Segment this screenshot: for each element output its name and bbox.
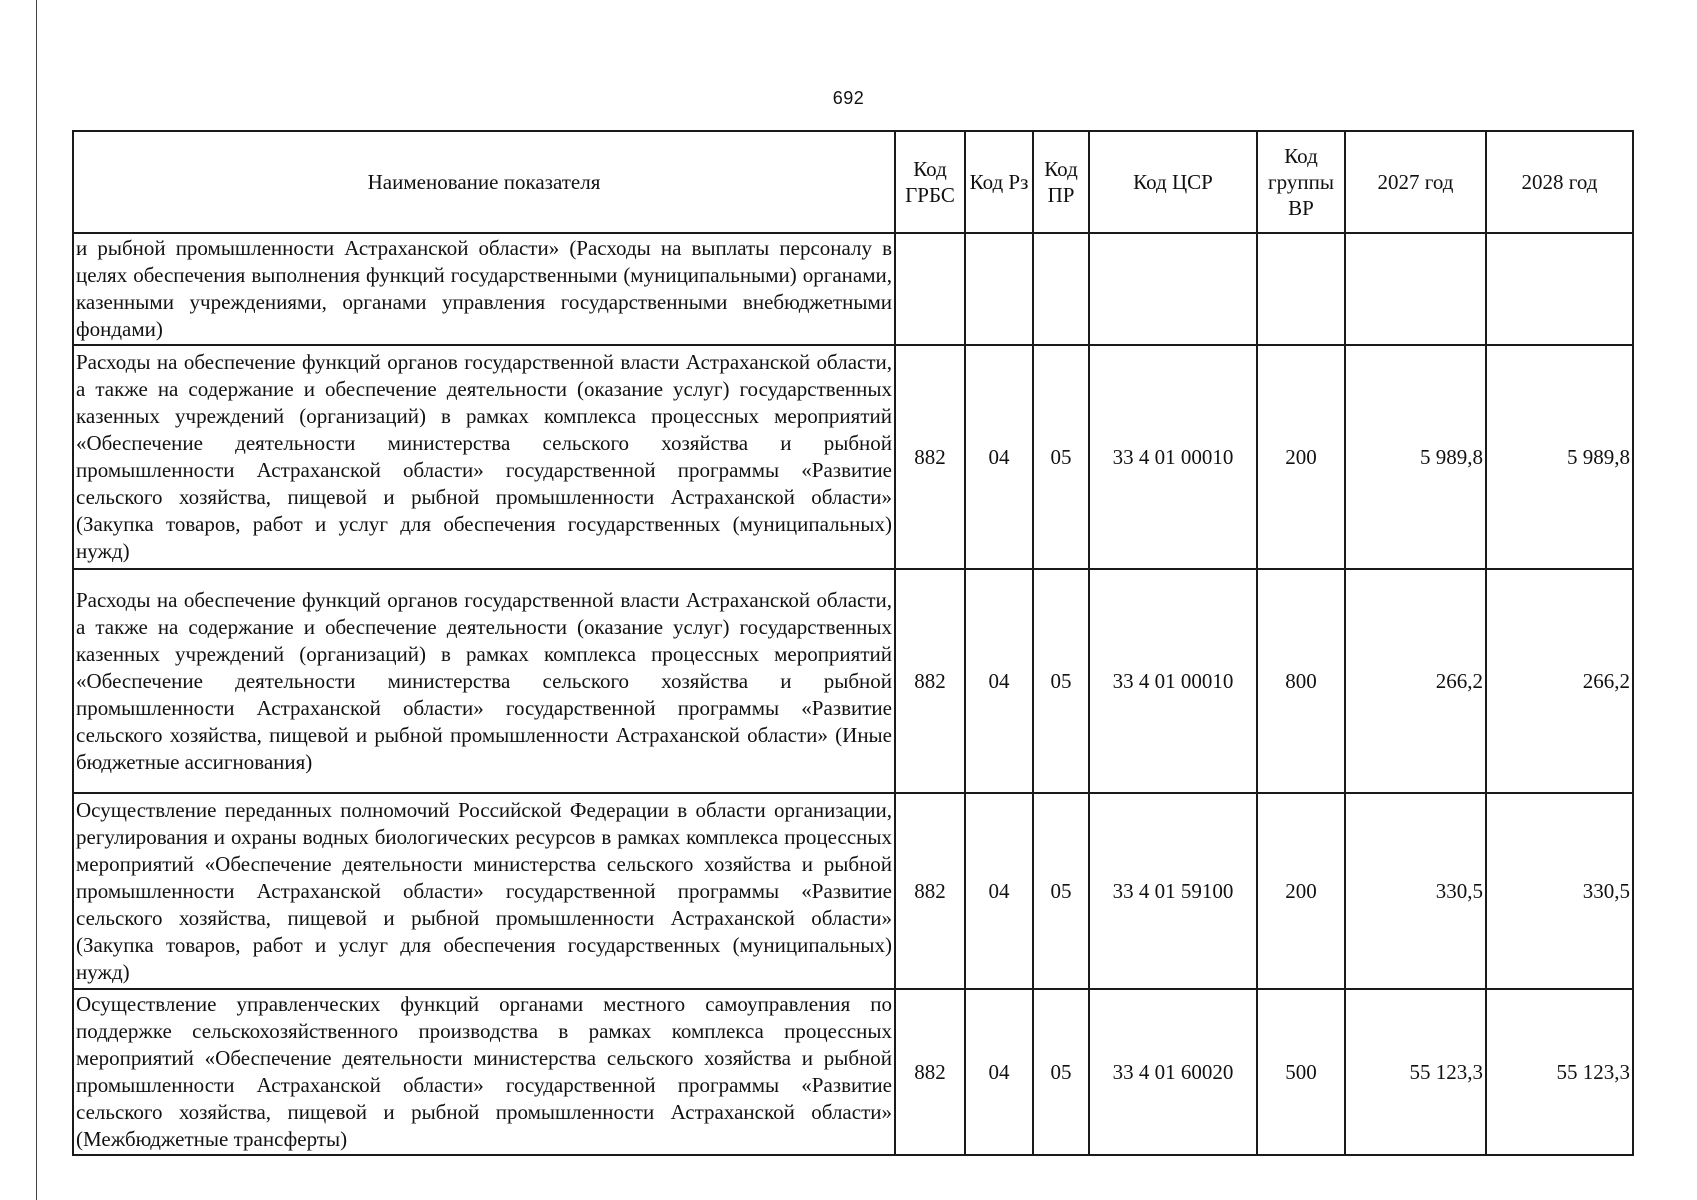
cell-pr: 05 <box>1033 569 1089 793</box>
cell-pr <box>1033 233 1089 345</box>
cell-csr: 33 4 01 00010 <box>1089 345 1257 569</box>
cell-grbs: 882 <box>895 569 965 793</box>
cell-2027: 55 123,3 <box>1345 989 1486 1155</box>
table-row <box>73 793 1633 989</box>
cell-2028: 330,5 <box>1486 793 1633 989</box>
header-vr: Код группы ВР <box>1257 131 1345 233</box>
cell-vr: 200 <box>1257 793 1345 989</box>
header-grbs: Код ГРБС <box>895 131 965 233</box>
table-header-row <box>73 131 1633 233</box>
cell-rz <box>965 233 1033 345</box>
cell-pr: 05 <box>1033 989 1089 1155</box>
cell-name: Расходы на обеспечение функций органов государственной власти Астраханской области, а также на содержание и обеспечение деятельности (оказание услуг) государственных казенных учреждений (организаций) в рамках комплекса процессных мероприятий «Обеспечение деятельности министерства сельского хозяйства и рыбной промышленности Астраханской области» государственной программы «Развитие сельского хозяйства, пищевой и рыбной промышленности Астраханской области» (Закупка товаров, работ и услуг для обеспечения государственных (муниципальных) нужд) <box>73 345 895 569</box>
cell-grbs: 882 <box>895 345 965 569</box>
cell-grbs <box>895 233 965 345</box>
cell-grbs: 882 <box>895 989 965 1155</box>
cell-2028: 266,2 <box>1486 569 1633 793</box>
cell-csr <box>1089 233 1257 345</box>
cell-rz: 04 <box>965 793 1033 989</box>
cell-2027: 5 989,8 <box>1345 345 1486 569</box>
cell-2027: 330,5 <box>1345 793 1486 989</box>
table-row <box>73 569 1633 793</box>
table-row <box>73 989 1633 1155</box>
header-csr: Код ЦСР <box>1089 131 1257 233</box>
cell-2027: 266,2 <box>1345 569 1486 793</box>
table-row <box>73 345 1633 569</box>
cell-2028: 55 123,3 <box>1486 989 1633 1155</box>
left-margin-line <box>36 0 37 1200</box>
cell-csr: 33 4 01 00010 <box>1089 569 1257 793</box>
cell-2027 <box>1345 233 1486 345</box>
cell-rz: 04 <box>965 989 1033 1155</box>
header-rz: Код Рз <box>965 131 1033 233</box>
cell-csr: 33 4 01 59100 <box>1089 793 1257 989</box>
cell-grbs: 882 <box>895 793 965 989</box>
header-name: Наименование показателя <box>73 131 895 233</box>
header-2027: 2027 год <box>1345 131 1486 233</box>
cell-name: Расходы на обеспечение функций органов государственной власти Астраханской области, а также на содержание и обеспечение деятельности (оказание услуг) государственных казенных учреждений (организаций) в рамках комплекса процессных мероприятий «Обеспечение деятельности министерства сельского хозяйства и рыбной промышленности Астраханской области» государственной программы «Развитие сельского хозяйства, пищевой и рыбной промышленности Астраханской области» (Иные бюджетные ассигнования) <box>73 569 895 793</box>
cell-vr: 500 <box>1257 989 1345 1155</box>
cell-vr: 800 <box>1257 569 1345 793</box>
cell-pr: 05 <box>1033 793 1089 989</box>
cell-rz: 04 <box>965 569 1033 793</box>
cell-name: Осуществление переданных полномочий Российской Федерации в области организации, регулирования и охраны водных биологических ресурсов в рамках комплекса процессных мероприятий «Обеспечение деятельности министерства сельского хозяйства и рыбной промышленности Астраханской области» государственной программы «Развитие сельского хозяйства, пищевой и рыбной промышленности Астраханской области» (Закупка товаров, работ и услуг для обеспечения государственных (муниципальных) нужд) <box>73 793 895 989</box>
cell-2028: 5 989,8 <box>1486 345 1633 569</box>
page-number: 692 <box>832 88 865 108</box>
header-pr: Код ПР <box>1033 131 1089 233</box>
cell-name: Осуществление управленческих функций органами местного самоуправления по поддержке сельскохозяйственного производства в рамках комплекса процессных мероприятий «Обеспечение деятельности министерства сельского хозяйства и рыбной промышленности Астраханской области» государственной программы «Развитие сельского хозяйства, пищевой и рыбной промышленности Астраханской области» (Межбюджетные трансферты) <box>73 989 895 1155</box>
table-row <box>73 233 1633 345</box>
budget-table <box>72 130 1634 1156</box>
cell-vr <box>1257 233 1345 345</box>
cell-name: и рыбной промышленности Астраханской области» (Расходы на выплаты персоналу в целях обеспечения выполнения функций государственными (муниципальными) органами, казенными учреждениями, органами управления государственными внебюджетными фондами) <box>73 233 895 345</box>
cell-pr: 05 <box>1033 345 1089 569</box>
cell-vr: 200 <box>1257 345 1345 569</box>
cell-csr: 33 4 01 60020 <box>1089 989 1257 1155</box>
cell-2028 <box>1486 233 1633 345</box>
header-2028: 2028 год <box>1486 131 1633 233</box>
cell-rz: 04 <box>965 345 1033 569</box>
